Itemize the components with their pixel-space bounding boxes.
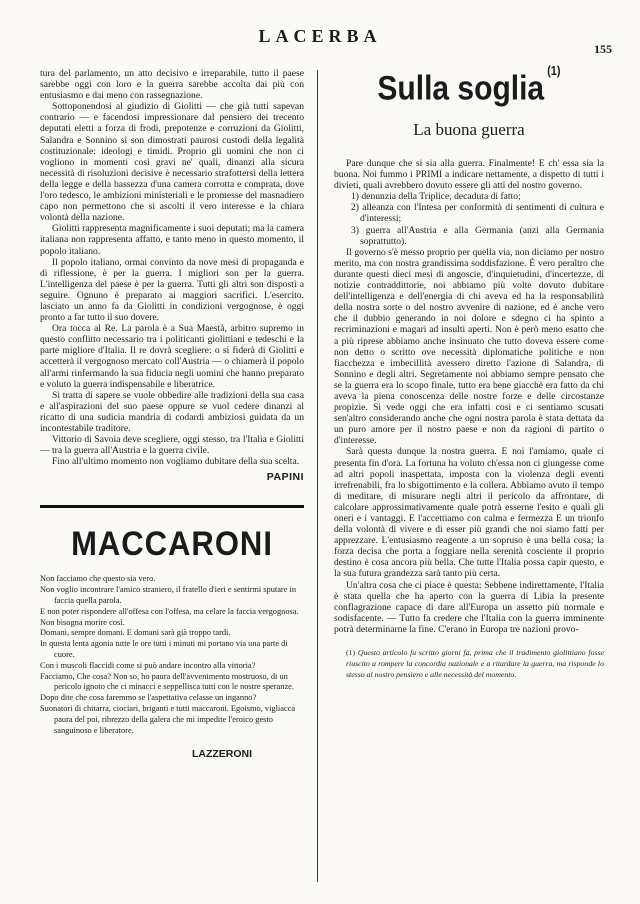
list-item: 3) guerra all'Austria e alla Germania (anzi alla Germania soprattutto).: [351, 224, 604, 247]
paragraph: Sarà questa dunque la nostra guerra. E noi l'amiamo, quale ci presenta fin d'ora. La fortuna ha voluto ch'essa non ci giungesse come ad altri popoli inaspettata, imposta con la violenza degli eventi irrefrenabili, fra lo sbigottimento e la collera. Abbiamo avuto il tempo di meditare, di misurare negli altri il pericolo da affrontare, di calcolare approssimativamente quale potrà esserne l'esito e quali gli oneri e i vantaggi. E l'accettiamo con calma e fermezza E un trionfo della volontà di vivere e di esser più grandi che noi siamo fatti per apprezzare. L'entusiasmo reagente a un sopruso è una bella cosa; la forza decisa che porta a foggiare nella serenità cosciente il proprio destino è cosa ancora più bella. Che tutte l'Italia possa capir questo, e la sua futura grandezza sarà tanto più certa.: [334, 446, 604, 580]
section-rule: [40, 505, 304, 508]
poem-line: Facciamo, Che cosa? Non so, ho paura dell'avvenimento mostruoso, di un pericolo ignoto che ci minacci e seppellisca tutti con le nostre speranze.: [40, 671, 294, 692]
masthead: LACERBA: [258, 26, 382, 46]
paragraph: Un'altra cosa che ci piace è questa: Sebbene indirettamente, l'Italia è stata quella che ha aperto con la guerra di Libia la presente conflagrazione capace di dare all'Europa un assetto più normale e sodisfacente. — Tutto fa credere che l'Italia con la guerra imminente potrà determinarne la fine. C'erano in Europa tre nazioni provo-: [334, 579, 604, 635]
paragraph: Ora tocca al Re. La parola è a Sua Maestà, arbitro supremo in questo conflitto necessario tra i politicanti giolittiani e tedeschi e la parte migliore d'Italia. Il re dovrà scegliere: o si fiderà di Giolitti e accetterà il vergognoso mercato coll'Austria — o chiamerà il popolo all'armi rinfermando la sua fiducia negli uomini che hanno preparato e voluto la guerra indispensabile e liberatrice.: [40, 323, 304, 390]
column-divider: [317, 70, 318, 882]
article-title-text: Sulla soglia: [377, 69, 545, 108]
footnote: [334, 647, 604, 680]
left-column: [40, 68, 304, 760]
poem-title: MACCARONI: [71, 524, 273, 564]
list-item: 1) denunzia della Triplice, decaduta di fatto;: [351, 191, 521, 203]
poem-line: Non bisogna morire così.: [40, 617, 125, 627]
article-signature: PAPINI: [266, 471, 304, 484]
paragraph: Il popolo italiano, ormai convinto da nove mesi di propaganda e di riflessione, è per la guerra. I migliori son per la guerra. L'intelligenza del paese è per la guerra. Tutti gli altri son disposti a seguire. Ognuno è preparato ai maggiori sacrifici. L'esercito. lasciato un anno fa da Giolitti in condizioni vergognose, è oggi pronto a far tutto il suo dovere.: [40, 256, 304, 324]
paragraph: Pare dunque che si sia alla guerra. Finalmente! E ch' essa sia la buona. Noi fummo i PRIMI a indicare nettamente, a dispetto di tutti i divieti, quali avrebbero dovuto essere gli atti del nostro governo.: [334, 158, 604, 192]
paragraph: Sottoponendosi al giudizio di Giolitti — che già tutti sapevan contrario — e facendosi impressionare dal pensiero dei trecento deputati eletti a forza di frodi, prepotenze e corruzioni da Giolitti, Salandra e Sonnino si son dimostrati paurosi custodi della legalità costituzionale: ideologi e timidi. Proprio gli uomini che non ci vogliono in momenti così gravi ne' quali, dinanzi alla sicura necessità di risoluzioni decisive è necessario strafottersi della lettera della legge e della bassezza d'una camera corrotta e comprata, dove l'oro tedesco, le ambizioni ministeriali e le promesse del masnadiero capo non permettono che si ascolti il vero interesse e la chiara volontà della nazione.: [40, 101, 304, 224]
poem-line: In questa lenta agonia tutte le ore tutti i minuti mi portano via una parte di cuore.: [40, 639, 288, 659]
paragraph: tura del parlamento, un atto decisivo e irreparabile, tutto il paese sarebbe oggi con loro e la guerra sarebbe accolta dai più con entusiasmo e dai meno con rassegnazione.: [40, 68, 304, 102]
poem-line: Non facciamo che questo sia vero.: [40, 574, 156, 584]
right-column: [334, 64, 604, 680]
article-subtitle: La buona guerra: [413, 120, 525, 139]
list-item: 2) alleanza con l'Intesa per conformità di sentimenti di cultura e d'interessi;: [351, 202, 604, 225]
footnote-mark: (1): [346, 648, 356, 658]
poem-line: Non voglio incontrare l'amico straniero, il fratello d'ieri e sentirmi sputare in faccia quella parola.: [40, 585, 297, 605]
poem-signature: LAZZERONI: [191, 748, 253, 761]
paragraph: Si tratta di sapere se vuole obbedire alle tradizioni della sua casa e all'aspirazioni del suo paese oppure se vuol cedere dinanzi al ricatto di una sudicia mandria di codardi ambiziosi guidata da un incontestabile traditore.: [40, 389, 304, 434]
article-title: [334, 64, 604, 108]
paragraph: Giolitti rappresenta magnificamente i suoi deputati; ma la camera italiana non rappresenta affatto, e tanto meno in questo momento, il popolo italiano.: [40, 223, 304, 257]
poem-line: Con i muscoli flaccidi come si può andare incontro alla vittoria?: [40, 660, 256, 670]
title-footnote-mark: (1): [547, 64, 561, 79]
footnote-text: Questo articolo fu scritto giorni fa, prima che il tradimento giolittiano fosse riuscito a rompere la concordia nazionale e a ritardare la guerra, ma risponde lo stesso al nostro pensiero e alle necessità del momento.: [346, 648, 604, 680]
paragraph: Fino all'ultimo momento non vogliamo dubitare della sua scelta.: [52, 456, 300, 468]
poem-line: E non poter rispondere all'offesa con l'offesa, ma celare la faccia vergognosa.: [40, 606, 299, 616]
poem-line: Dopo dite che cosa faremmo se l'aspettativa celasse un inganno?: [40, 693, 257, 703]
poem-line: Domani, sempre domani. E domani sarà già troppo tardi.: [40, 628, 231, 638]
paragraph: Vittorio di Savoia deve scegliere, oggi stesso, tra l'Italia e Giolitti — tra la guerra all'Austria e la guerra civile.: [40, 434, 304, 457]
paragraph: Il governo s'è messo proprio per quella via, non diciamo per nostro merito, ma con nostra grandissima soddisfazione. È vero peraltro che durante questi dieci mesi di angoscie, d'inquietudini, d'incertezze, di notizie contraddittorie, noi abbiamo più volte dovuto dubitare dell'intelligenza e dell'energia di chi aveva ed ha la responsabilità della nostra sorte o del nostro avvenire di nazione, ed è anche vero che il dubbio generando in noi dolore e sdegno ci ha spinto a recriminazioni e magari ad insulti aperti. Non è però meno esatto che a più riprese abbiamo anche insinuato che tutto doveva essere come non detto o scritto ove necessità diplomatiche politiche e non fiacchezza e imbecillità avessero diretto l'azione di Salandra, di Sonnino e degli altri. Segretamente noi abbiamo sempre pensato che se la guerra era lo scopo finale, tutto era bene giacchè era fatto da chi aveva la piena conoscenza delle nostre forze e delle circostanze propizie. Si vede oggi che era infatti così e ci sentiamo scusati sen'altro considerando anche che ogni nostra parola è stata dettata da un puro amore per il nostro paese e non da ragioni di partito o d'interesse.: [334, 246, 604, 447]
page-number: 155: [594, 42, 612, 56]
poem-line: Suonatori di chitarra, ciociari, briganti e tutti maccaroni. Egoismo, vigliacca paura del poi, ribrezzo della galera che mi impedite l'eroico gesto sanguinoso e liberatore.: [40, 703, 296, 735]
